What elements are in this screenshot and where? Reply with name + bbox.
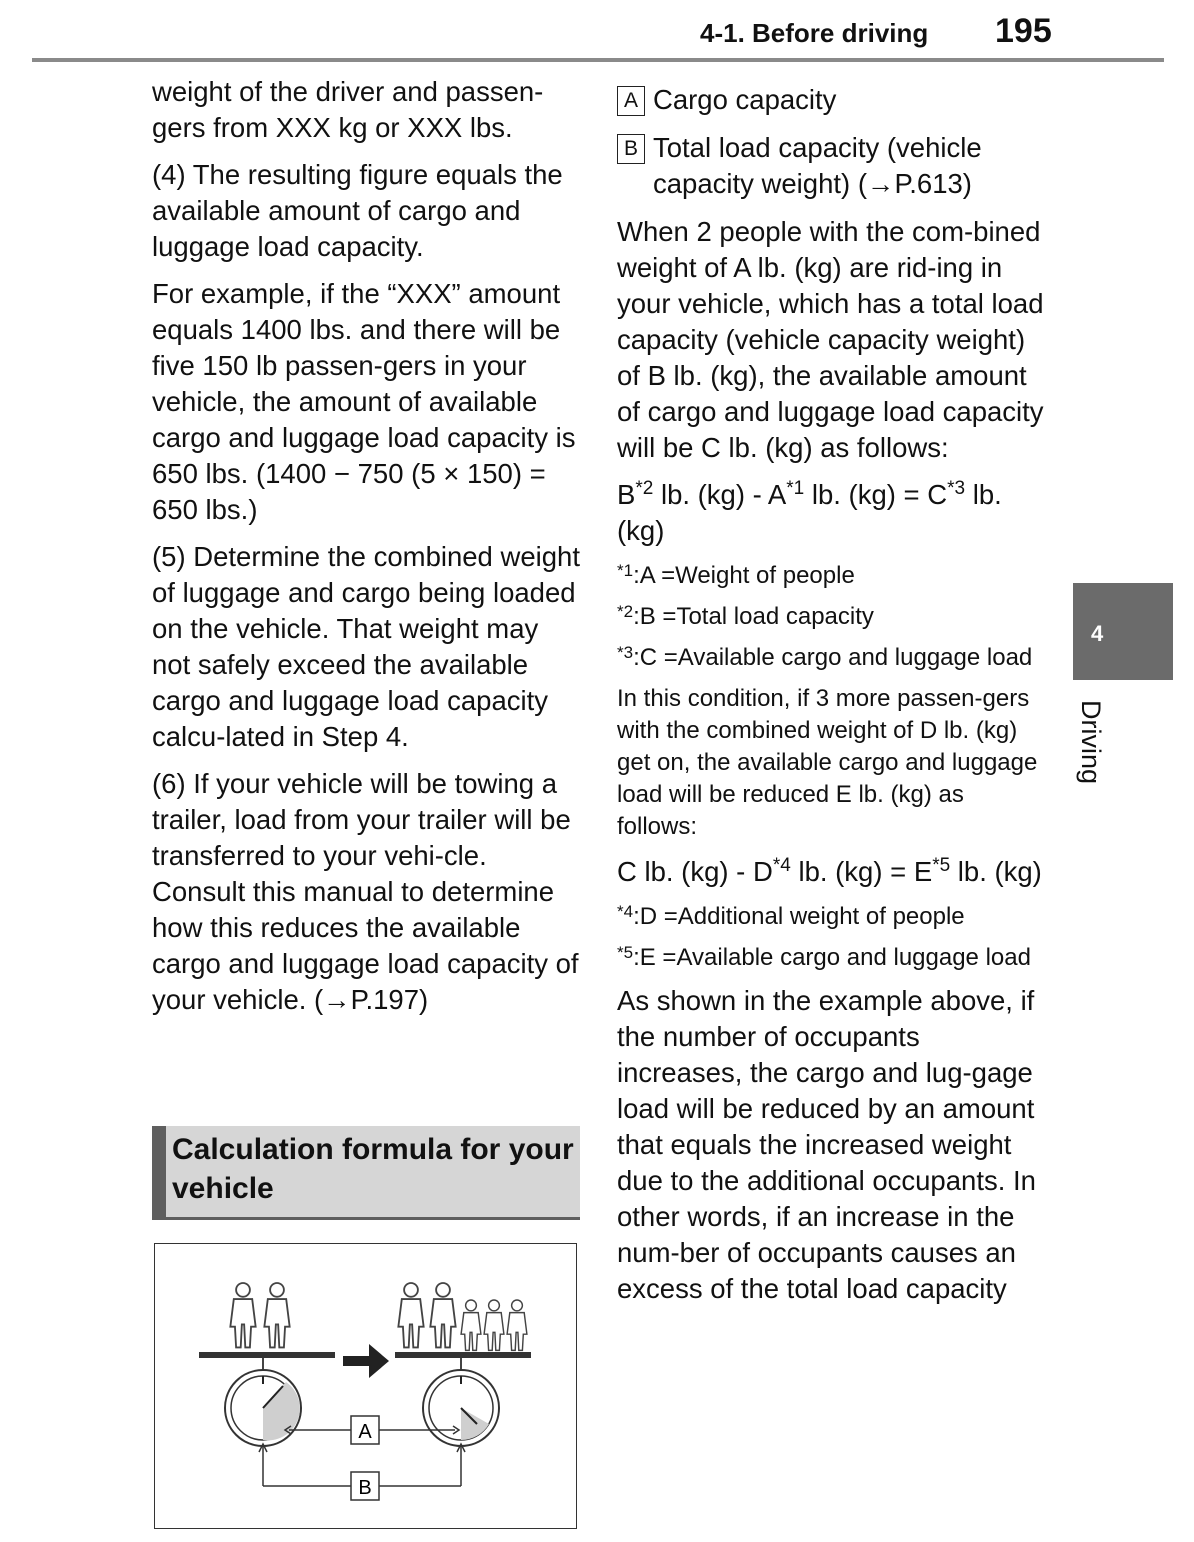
left-occupants xyxy=(230,1283,289,1347)
label-b-text: Total load capacity (vehicle capacity weight) (→P.613) xyxy=(653,132,982,199)
paragraph: When 2 people with the com-bined weight of A lb. (kg) are rid-ing in your vehicle, which has a total load capacity (vehicle capacity weight) of B lb. (kg), the available amount of cargo and luggage load capacity will be C lb. (kg) as follows: xyxy=(617,216,1044,463)
label-a-text: Cargo capacity xyxy=(653,84,837,115)
right-column xyxy=(617,82,1045,1318)
paragraph: weight of the driver and passen-gers from XXX kg or XXX lbs. xyxy=(152,76,544,143)
label-a-box: A xyxy=(617,86,645,116)
page-number: 195 xyxy=(995,12,1052,50)
formula-1: $B^{*2}$ lb. $(kg) - A^{*1}$ lb. $(kg) = C^{*3}$ lb. (kg) xyxy=(617,478,1002,546)
paragraph: In this condition, if 3 more passen-gers with the combined weight of D lb. (kg) get on, the available cargo and luggage load will be reduced E lb. (kg) as follows: xyxy=(617,685,1038,840)
left-gauge-icon xyxy=(225,1370,301,1446)
right-occupants xyxy=(398,1283,527,1350)
label-a: A xyxy=(358,1421,372,1443)
section-title: 4-1. Before driving xyxy=(700,18,929,48)
footnote: $^{*1}$: A =Weight of people xyxy=(617,561,855,589)
section-heading: Calculation formula for your vehicle xyxy=(152,1126,580,1220)
footnote: $^{*3}$: C =Available cargo and luggage load xyxy=(617,643,1033,671)
paragraph: As shown in the example above, if the number of occupants increases, the cargo and lug-gage load will be reduced by an amount that equals the increased weight due to the additional occupants. In other words, if an increase in the num-ber of occupants causes an excess of the total load capacity xyxy=(617,985,1036,1304)
label-a-item xyxy=(617,82,1045,118)
label-b: B xyxy=(358,1477,372,1499)
paragraph: (6) If your vehicle will be towing a trailer, load from your trailer will be transferred to your vehi-cle. Consult this manual to determine how this reduces the available cargo and luggage load capacity of your vehicle. (→P.197) xyxy=(152,768,579,1015)
load-capacity-figure xyxy=(154,1243,577,1529)
formula-2: C lb. $(kg) - D^{*4}$ lb. $(kg) = E^{*5}$ lb. (kg) xyxy=(617,855,1042,887)
paragraph: (5) Determine the combined weight of luggage and cargo being loaded on the vehicle. That weight may not safely exceed the available cargo and luggage load capacity calcu-lated in Step 4. xyxy=(152,541,580,752)
left-column xyxy=(152,74,582,1029)
left-platform xyxy=(199,1352,335,1358)
right-platform xyxy=(395,1352,531,1358)
chapter-tab xyxy=(1073,583,1173,680)
footnote: $^{*5}$: E =Available cargo and luggage load xyxy=(617,943,1031,971)
footnote: $^{*2}$: B =Total load capacity xyxy=(617,602,874,630)
label-b-item xyxy=(617,130,1045,202)
right-gauge-icon xyxy=(423,1370,499,1446)
footnote: $^{*4}$: D =Additional weight of people xyxy=(617,902,965,930)
paragraph: (4) The resulting figure equals the available amount of cargo and luggage load capacity. xyxy=(152,159,563,262)
chapter-number: 4 xyxy=(1091,621,1104,646)
label-b-box: B xyxy=(617,134,645,164)
paragraph: For example, if the “XXX” amount equals 1400 lbs. and there will be five 150 lb passen-gers in your vehicle, the amount of available cargo and luggage load capacity is 650 lbs. (1400 − 750 (5 × 150) = 650 lbs.) xyxy=(152,278,576,525)
arrow-right-icon xyxy=(343,1344,389,1378)
header-divider xyxy=(32,58,1164,62)
chapter-label: Driving xyxy=(1076,700,1106,785)
